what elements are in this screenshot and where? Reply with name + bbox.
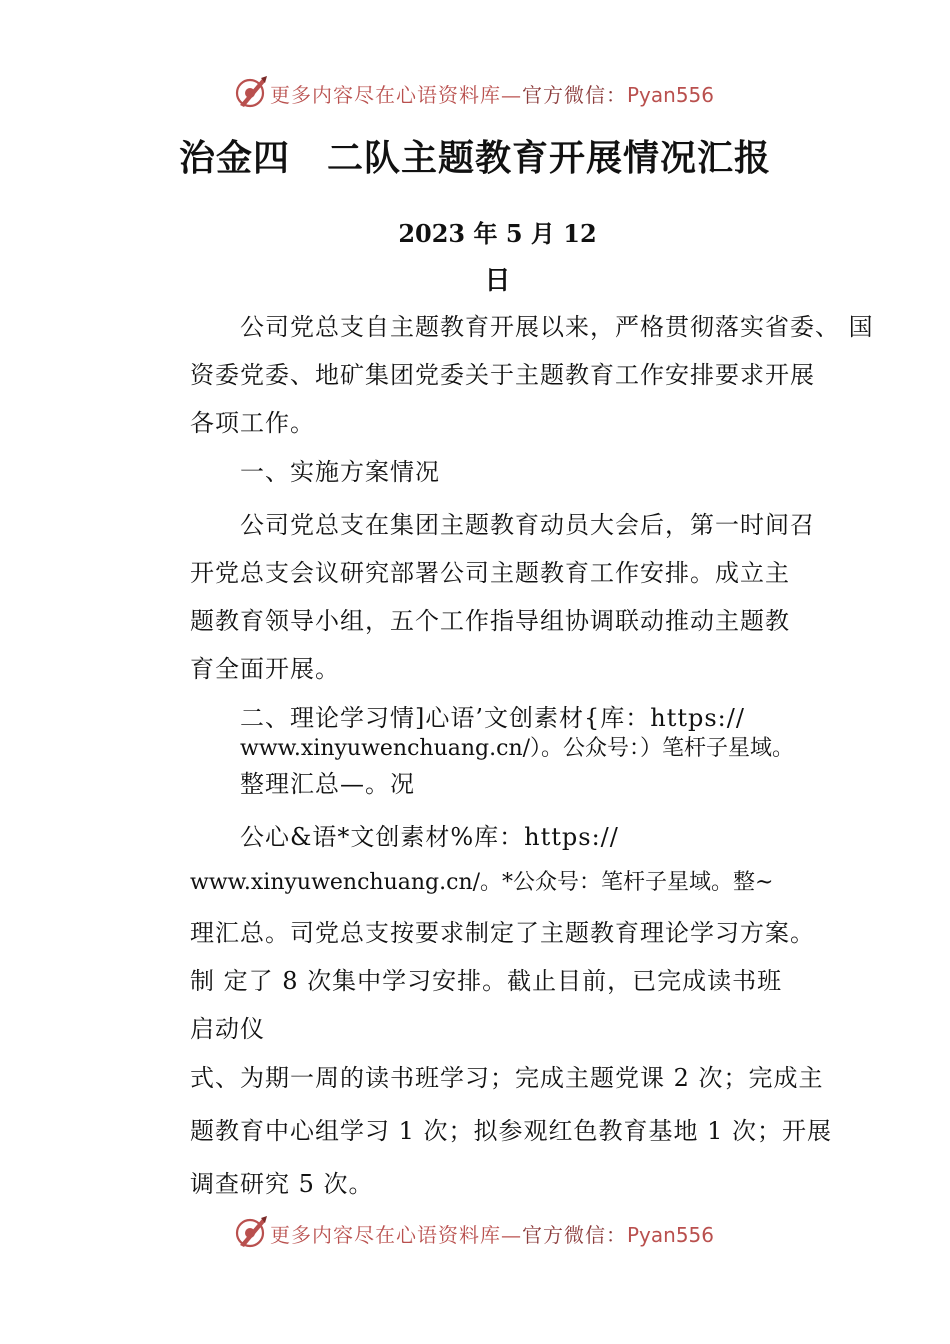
document-title: 治金四 二队主题教育开展情况汇报 xyxy=(178,137,771,179)
banner-main: 更多内容尽在心语资料库 xyxy=(270,83,501,107)
pen-logo-icon xyxy=(234,1215,268,1249)
body-line: 题教育中心组学习 1 次；拟参观红色教育基地 1 次；开展 xyxy=(190,1117,833,1145)
footer-banner xyxy=(0,1213,950,1253)
body-line: www.xinyuwenchuang.cn/）。公众号：）笔杆子星域。 xyxy=(240,736,795,761)
body-line: 开党总支会议研究部署公司主题教育工作安排。成立主 xyxy=(190,559,790,587)
pen-logo-icon xyxy=(234,75,268,109)
banner-account: Pyan556 xyxy=(627,83,715,107)
banner-dash: — xyxy=(501,83,522,107)
date-line-2: 日 xyxy=(484,266,511,296)
body-line: www.xinyuwenchuang.cn/。*公众号：笔杆子星域。整~ xyxy=(190,870,774,895)
banner-main: 更多内容尽在心语资料库 xyxy=(270,1223,501,1247)
body-line: 制 定了 8 次集中学习安排。截止目前，已完成读书班 xyxy=(190,967,783,995)
body-line: 公心&语*文创素材%库：https:// xyxy=(240,823,619,851)
date-line-1: 2023 年 5 月 12 xyxy=(398,219,597,248)
body-line: 公司党总支自主题教育开展以来，严格贯彻落实省委、 国 xyxy=(240,313,874,341)
banner-text xyxy=(270,79,714,108)
body-line: 式、为期一周的读书班学习；完成主题党课 2 次；完成主 xyxy=(190,1064,824,1092)
section-heading: 一、实施方案情况 xyxy=(240,458,440,486)
body-line: 理汇总。司党总支按要求制定了主题教育理论学习方案。 xyxy=(190,919,815,947)
body-line: 启动仪 xyxy=(190,1015,265,1043)
banner-dash: — xyxy=(501,1223,522,1247)
body-line: 公司党总支在集团主题教育动员大会后，第一时间召 xyxy=(240,511,815,539)
body-line: 题教育领导小组，五个工作指导组协调联动推动主题教 xyxy=(190,607,790,635)
body-line: 各项工作。 xyxy=(190,409,315,437)
banner-sub: 官方微信： xyxy=(522,1223,627,1247)
banner-sub: 官方微信： xyxy=(522,83,627,107)
header-banner xyxy=(0,73,950,113)
body-line: 整理汇总—。况 xyxy=(240,770,415,798)
section-heading: 二、理论学习情]心语’文创素材{库：https:// xyxy=(240,704,745,732)
body-line: 育全面开展。 xyxy=(190,655,340,683)
banner-account: Pyan556 xyxy=(627,1223,715,1247)
body-line: 资委党委、地矿集团党委关于主题教育工作安排要求开展 xyxy=(190,361,815,389)
body-line: 调查研究 5 次。 xyxy=(190,1170,374,1198)
banner-text xyxy=(270,1219,714,1248)
